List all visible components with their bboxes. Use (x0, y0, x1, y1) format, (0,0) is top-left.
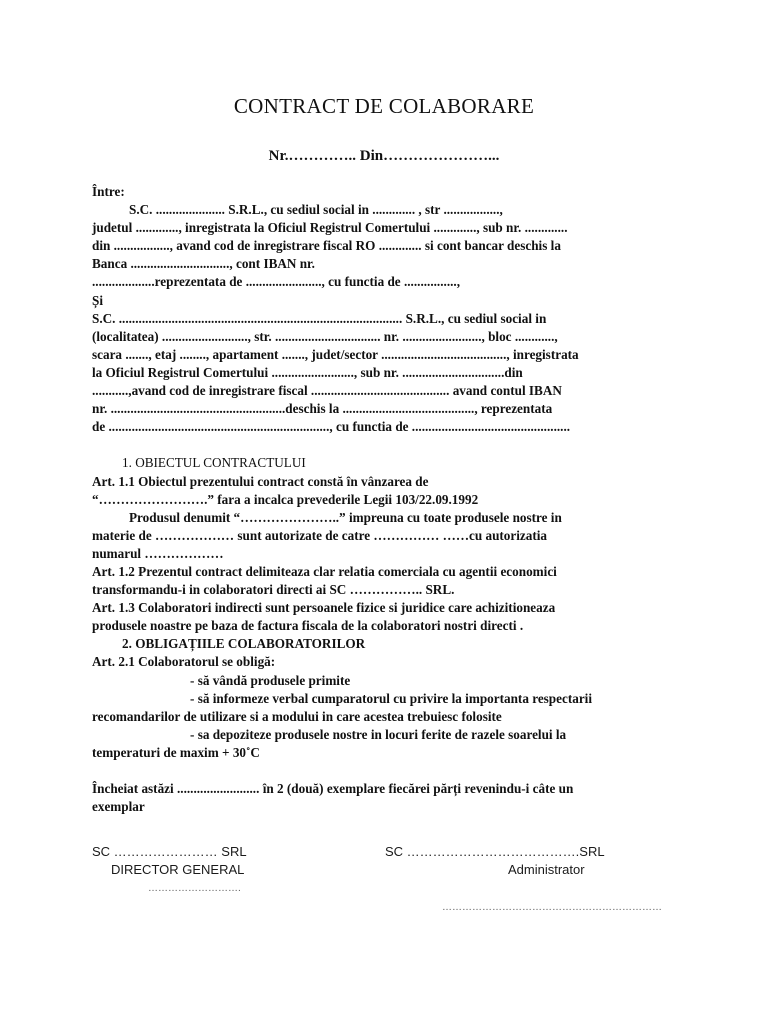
right-role: Administrator (508, 862, 585, 877)
party1-line-3: din ................., avand cod de inregistrare fiscal RO ............. si cont bancar deschis la (92, 238, 561, 254)
section1-line-5: numarul ……………… (92, 545, 224, 561)
party2-line-3: scara ......., etaj ........, apartament ......., judet/sector ......................................, inregistrata (92, 346, 579, 362)
party2-line-2: (localitatea) .........................., str. ................................ nr. ........................, bloc ............, (92, 328, 558, 344)
closing-line-2: exemplar (92, 799, 145, 815)
parties-and: Și (92, 292, 103, 308)
right-signature-line: ………………………………………………………… (442, 902, 662, 913)
section2-bullet-2-cont: recomandarilor de utilizare si a modului in care acestea trebuiesc folosite (92, 708, 502, 724)
party1-line-5: ...................reprezentata de ......................., cu functia de ................, (92, 274, 461, 290)
section1-heading: 1. OBIECTUL CONTRACTULUI (122, 455, 306, 471)
section1-line-8: Art. 1.3 Colaboratori indirecti sunt persoanele fizice si juridice care achizitioneaza (92, 600, 556, 616)
section2-bullet-3-cont: temperaturi de maxim + 30˚C (92, 744, 260, 760)
contract-number-date: Nr.………….. Din…………………... (268, 148, 500, 164)
party2-line-7: de ..................................................................., cu functia de ................................................ (92, 419, 571, 435)
section2-bullet-1: - să vândă produsele primite (190, 672, 351, 688)
party2-line-6: nr. .....................................................deschis la ........................................, reprezentata (92, 401, 553, 417)
spacer (92, 436, 682, 454)
party1-line-2: judetul ............., inregistrata la Oficiul Registrul Comertului ............., sub nr. ............. (92, 220, 568, 236)
section1-line-1: Art. 1.1 Obiectul prezentului contract constă în vânzarea de (92, 473, 429, 489)
parties-intro: Între: (92, 184, 125, 199)
right-company-signature: SC ………………………………….SRL (385, 844, 605, 859)
left-company-signature: SC …………………… SRL (92, 844, 247, 859)
section2-bullet-3: - sa depoziteze produsele nostre in locuri ferite de razele soarelui la (190, 726, 567, 742)
section2-line-1: Art. 2.1 Colaboratorul se obligă: (92, 654, 276, 670)
party2-line-5: ...........,avand cod de inregistrare fiscal .......................................... avand contul IBAN (92, 383, 562, 399)
party2-line-4: la Oficiul Registrul Comertului ........................., sub nr. ...............................din (92, 364, 523, 380)
party1-line-1: S.C. ..................... S.R.L., cu sediul social in ............. , str ................., (129, 202, 503, 218)
section1-line-6: Art. 1.2 Prezentul contract delimiteaza clar relatia comerciala cu agentii economici (92, 563, 557, 579)
document-title: CONTRACT DE COLABORARE (233, 94, 535, 118)
section1-line-3: Produsul denumit “…………………..” impreuna cu toate produsele nostre in (129, 509, 562, 525)
section1-line-2: “…………………….” fara a incalca prevederile Legii 103/22.09.1992 (92, 491, 479, 507)
section1-line-9: produsele noastre pe baza de factura fiscala de la colaboratori nostri directi . (92, 618, 524, 634)
section1-line-7: transformandu-i in colaboratori directi ai SC …………….. SRL. (92, 582, 455, 598)
section2-bullet-2: - să informeze verbal cumparatorul cu privire la importanta respectarii (190, 690, 593, 706)
spacer (92, 762, 682, 780)
closing-line-1: Încheiat astăzi ......................... în 2 (două) exemplare fiecărei părți revenindu-i câte un (92, 781, 574, 797)
section1-line-4: materie de ……………… sunt autorizate de catre …………… ……cu autorizatia (92, 527, 548, 543)
left-signature-line: ………………………. (148, 883, 241, 894)
party1-line-4: Banca .............................., cont IBAN nr. (92, 256, 315, 272)
contract-body (92, 183, 682, 816)
section2-heading: 2. OBLIGAȚIILE COLABORATORILOR (122, 636, 366, 652)
left-role: DIRECTOR GENERAL (111, 862, 245, 877)
party2-line-1: S.C. ...................................................................................... S.R.L., cu sediul social in (92, 310, 547, 326)
